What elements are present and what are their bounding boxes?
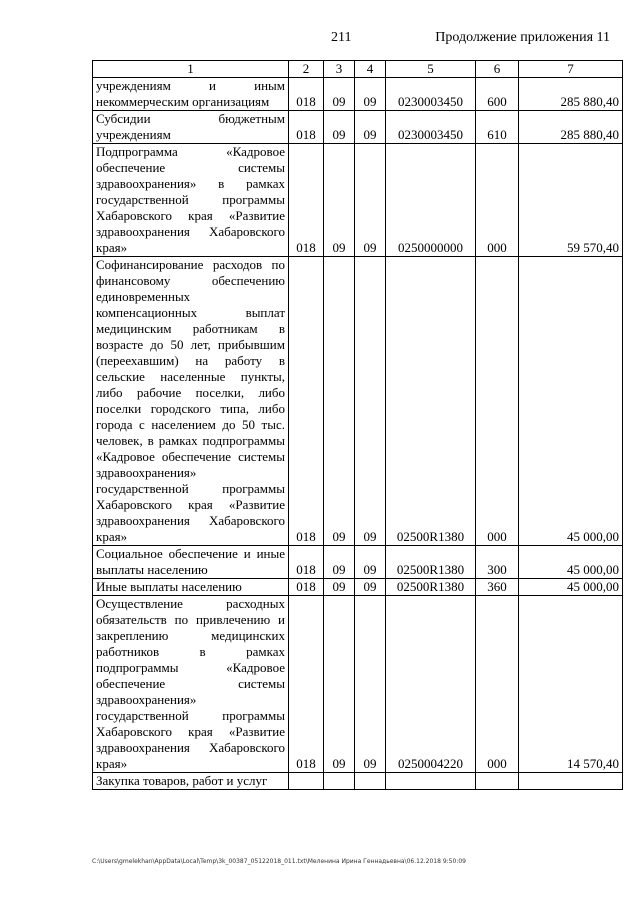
row-col3: 09 <box>324 546 355 579</box>
row-col6: 000 <box>476 144 519 257</box>
row-col3: 09 <box>324 596 355 773</box>
row-col4: 09 <box>355 596 386 773</box>
row-col2: 018 <box>289 111 324 144</box>
row-col6: 360 <box>476 579 519 596</box>
row-col7: 285 880,40 <box>519 78 623 111</box>
row-col7: 45 000,00 <box>519 257 623 546</box>
row-col5: 0230003450 <box>386 78 476 111</box>
budget-table <box>92 60 623 790</box>
row-col3: 09 <box>324 579 355 596</box>
column-header: 1 <box>93 61 289 78</box>
row-col6: 610 <box>476 111 519 144</box>
row-name: Социальное обеспечение и иные выплаты населению <box>93 546 289 579</box>
row-col6: 000 <box>476 596 519 773</box>
row-col3: 09 <box>324 144 355 257</box>
row-col6: 000 <box>476 257 519 546</box>
footer-file-path: C:\Users\gmelekhan\AppData\Local\Temp\3k_00387_05122018_011.txt\Меленина Ирина Геннадьевна\06.12.2018 9:50:09 <box>92 858 466 865</box>
row-name: Закупка товаров, работ и услуг <box>93 773 289 790</box>
row-col7: 45 000,00 <box>519 579 623 596</box>
row-col2 <box>289 773 324 790</box>
row-col5: 0250004220 <box>386 596 476 773</box>
row-col2: 018 <box>289 257 324 546</box>
row-col3: 09 <box>324 257 355 546</box>
page-number: 211 <box>331 30 352 45</box>
row-col4 <box>355 773 386 790</box>
row-col7: 14 570,40 <box>519 596 623 773</box>
row-col2: 018 <box>289 579 324 596</box>
row-col2: 018 <box>289 546 324 579</box>
row-col6 <box>476 773 519 790</box>
table-row <box>93 546 623 579</box>
row-name: Субсидии бюджетным учреждениям <box>93 111 289 144</box>
row-col4: 09 <box>355 78 386 111</box>
column-header: 3 <box>324 61 355 78</box>
row-col2: 018 <box>289 144 324 257</box>
row-col5: 02500R1380 <box>386 546 476 579</box>
row-col4: 09 <box>355 111 386 144</box>
row-col7: 59 570,40 <box>519 144 623 257</box>
row-col2: 018 <box>289 78 324 111</box>
row-col6: 600 <box>476 78 519 111</box>
row-col5: 02500R1380 <box>386 579 476 596</box>
row-col4: 09 <box>355 579 386 596</box>
row-col3: 09 <box>324 78 355 111</box>
row-col5: 0250000000 <box>386 144 476 257</box>
row-col7 <box>519 773 623 790</box>
row-col5 <box>386 773 476 790</box>
table-header-row <box>93 61 623 78</box>
row-name: Иные выплаты населению <box>93 579 289 596</box>
column-header: 4 <box>355 61 386 78</box>
row-col5: 02500R1380 <box>386 257 476 546</box>
row-col3 <box>324 773 355 790</box>
column-header: 2 <box>289 61 324 78</box>
row-col7: 45 000,00 <box>519 546 623 579</box>
row-col7: 285 880,40 <box>519 111 623 144</box>
column-header: 5 <box>386 61 476 78</box>
row-name: Подпрограмма «Кадровое обеспечение системы здравоохранения» в рамках государственной программы Хабаровского края «Развитие здравоохранения Хабаровского края» <box>93 144 289 257</box>
row-col3: 09 <box>324 111 355 144</box>
table-row <box>93 579 623 596</box>
table-row <box>93 257 623 546</box>
row-col6: 300 <box>476 546 519 579</box>
table-row <box>93 596 623 773</box>
row-col2: 018 <box>289 596 324 773</box>
row-col4: 09 <box>355 257 386 546</box>
table-row <box>93 111 623 144</box>
row-col4: 09 <box>355 546 386 579</box>
table-row <box>93 773 623 790</box>
row-name: учреждениям и иным некоммерческим организациям <box>93 78 289 111</box>
page-caption: Продолжение приложения 11 <box>435 30 610 45</box>
column-header: 6 <box>476 61 519 78</box>
row-col5: 0230003450 <box>386 111 476 144</box>
row-col4: 09 <box>355 144 386 257</box>
row-name: Осуществление расходных обязательств по привлечению и закреплению медицинских работников в рамках подпрограммы «Кадровое обеспечение системы здравоохранения» государственной программы Хабаровского края «Развитие здравоохранения Хабаровского края» <box>93 596 289 773</box>
table-row <box>93 78 623 111</box>
column-header: 7 <box>519 61 623 78</box>
row-name: Софинансирование расходов по финансовому обеспечению единовременных компенсационных выплат медицинским работникам в возрасте до 50 лет, прибывшим (переехавшим) на работу в сельские населенные пункты, либо рабочие поселки, либо поселки городского типа, либо города с населением до 50 тыс. человек, в рамках подпрограммы «Кадровое обеспечение системы здравоохранения» государственной программы Хабаровского края «Развитие здравоохранения Хабаровского края» <box>93 257 289 546</box>
table-row <box>93 144 623 257</box>
